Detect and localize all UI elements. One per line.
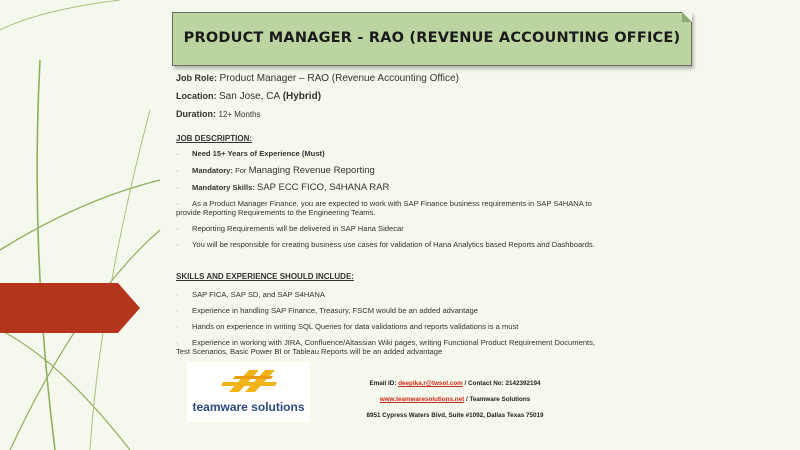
list-item	[176, 306, 478, 315]
bullet: ·	[176, 199, 179, 208]
job-role-label: Job Role:	[176, 73, 218, 83]
email-label: Email ID:	[369, 380, 397, 387]
location-extra: (Hybrid)	[282, 91, 322, 102]
skill-4-line-2: Test Scenarios, Basic Power BI or Tableau Reports will be an added advantage	[176, 347, 443, 356]
para-1-line-2: provide Reporting Requirements to the Engineering Teams.	[176, 208, 376, 217]
list-item	[176, 166, 375, 175]
bullet: ·	[176, 149, 179, 158]
must-text: Need 15+ Years of Experience (Must)	[192, 149, 325, 158]
job-description-heading: JOB DESCRIPTION:	[176, 134, 253, 143]
duration-value: 12+ Months	[218, 110, 261, 119]
bullet: ·	[176, 290, 179, 299]
location-label: Location:	[176, 91, 217, 101]
list-item	[176, 183, 389, 192]
bullet: ·	[176, 166, 179, 175]
bullet: ·	[176, 306, 179, 315]
para-3: You will be responsible for creating business use cases for validation of Hana Analytics based Reports and Dashboards.	[192, 240, 595, 249]
bullet: ·	[176, 338, 179, 347]
website-line	[340, 396, 570, 403]
list-item	[176, 338, 595, 356]
skills-heading: SKILLS AND EXPERIENCE SHOULD INCLUDE:	[176, 272, 354, 281]
company-logo	[187, 362, 310, 422]
job-role-value: Product Manager – RAO (Revenue Accounting Office)	[219, 73, 459, 84]
skills-label: Mandatory Skills:	[192, 183, 255, 192]
para-2: Reporting Requirements will be delivered in SAP Hana Sidecar	[192, 224, 404, 233]
mandatory-prefix: For	[235, 166, 247, 175]
logo-text: teamware solutions	[192, 400, 305, 414]
location-value: San Jose, CA	[219, 91, 281, 102]
mandatory-label: Mandatory:	[192, 166, 233, 175]
title-banner	[172, 12, 692, 66]
skill-2: Experience in handling SAP Finance, Treasury, FSCM would be an added advantage	[192, 306, 478, 315]
list-item	[176, 290, 325, 299]
company-name: / Teamware Solutions	[465, 396, 531, 403]
duration-label: Duration:	[176, 109, 216, 119]
para-1-line-1: As a Product Manager Finance, you are expected to work with SAP Finance business requirements in SAP S4HANA to	[192, 199, 592, 208]
bullet: ·	[176, 183, 179, 192]
logo-mark-icon	[187, 362, 310, 402]
skill-4-line-1: Experience in working with JIRA, Confluence/Altassian Wiki pages, writing Functional Product Requirement Documents,	[192, 338, 596, 347]
skill-1: SAP FICA, SAP SD, and SAP S4HANA	[192, 290, 325, 299]
address: 8951 Cypress Waters Blvd, Suite #1092, Dallas Texas 75019	[366, 412, 544, 419]
bullet: ·	[176, 224, 179, 233]
job-role	[176, 73, 459, 84]
page-title: PRODUCT MANAGER - RAO (REVENUE ACCOUNTING OFFICE)	[183, 30, 681, 46]
website-link[interactable]: www.teamwaresolutions.net	[379, 396, 465, 403]
email-link[interactable]: deepika.r@twsol.com	[398, 380, 463, 387]
list-item	[176, 322, 518, 331]
skill-3: Hands on experience in writing SQL Queries for data validations and reports validations is a must	[192, 322, 519, 331]
skills-value: SAP ECC FICO, S4HANA RAR	[257, 182, 390, 193]
bullet: ·	[176, 240, 179, 249]
list-item	[176, 224, 404, 233]
list-item	[176, 199, 592, 217]
red-arrow-shape	[0, 283, 140, 333]
duration	[176, 109, 261, 119]
list-item	[176, 149, 325, 158]
location	[176, 91, 321, 102]
title-fold-corner	[682, 12, 692, 22]
mandatory-value: Managing Revenue Reporting	[248, 165, 375, 176]
list-item	[176, 240, 595, 249]
contact-number: / Contact No: 2142392194	[464, 380, 541, 387]
contact-line	[340, 380, 570, 387]
bullet: ·	[176, 322, 179, 331]
